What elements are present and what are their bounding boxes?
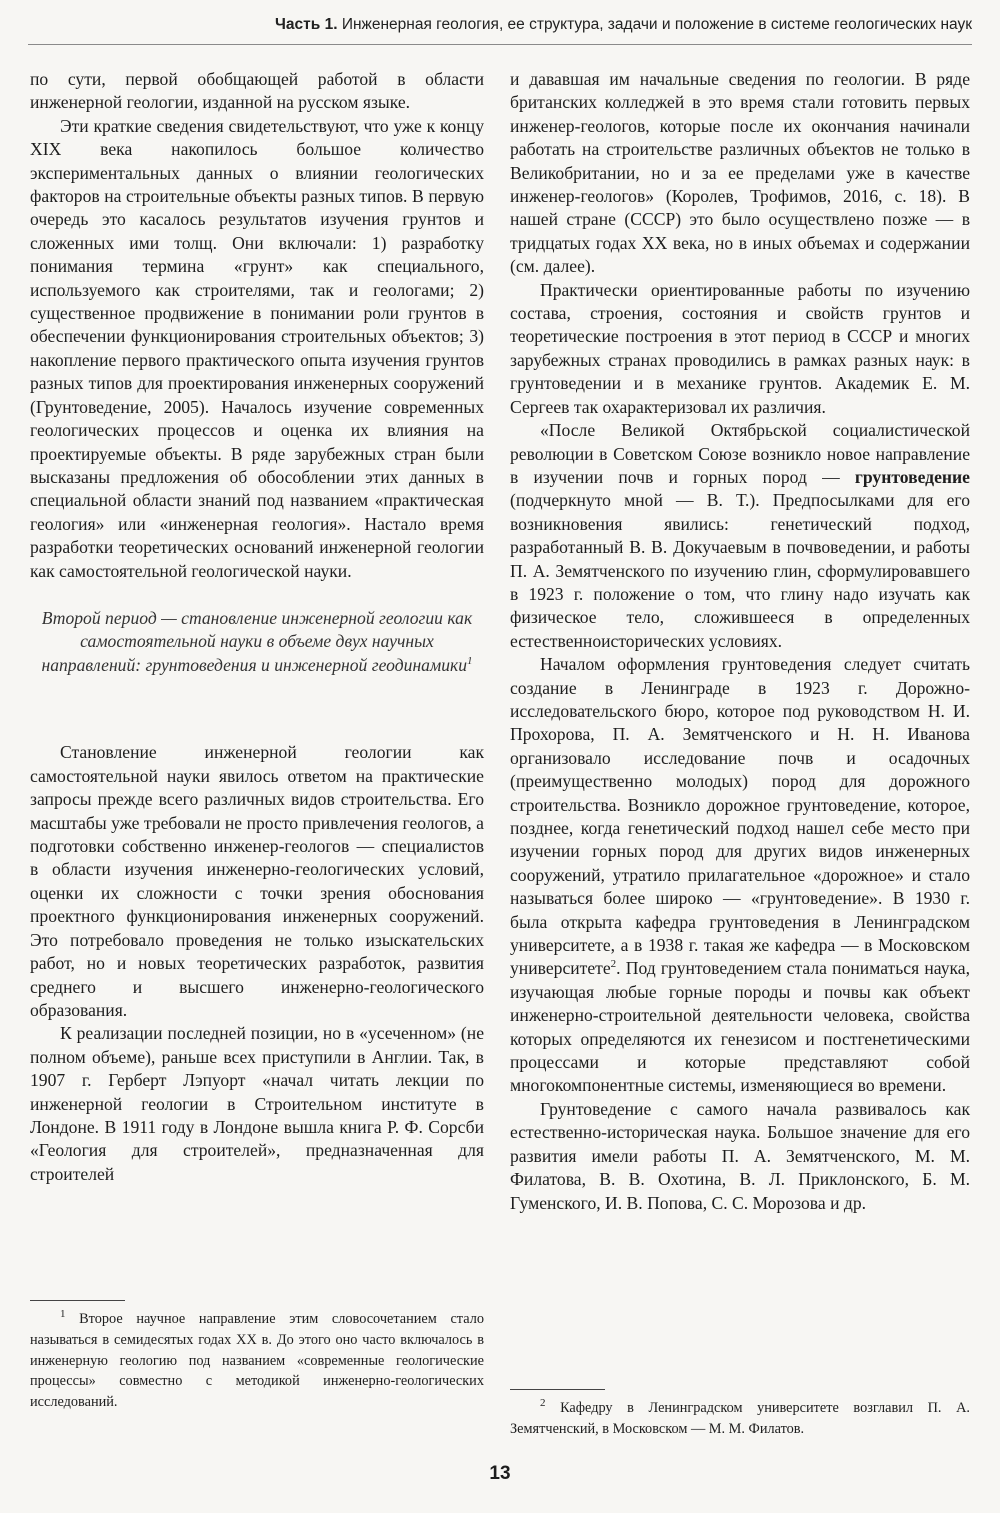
page-number: 13 — [489, 1463, 511, 1484]
paragraph: К реализации последней позиции, но в «усеченном» (не полном объеме), раньше всех приступили в Англии. Так, в 1907 г. Герберт Лэпуорт «начал читать лекции по инженерной геологии в Строительном институте в Лондоне. В 1911 году в Лондоне вышла книга Р. Ф. Сорсби «Геология для строителей», предназначенная для строителей — [30, 1023, 484, 1184]
footnote-text — [30, 1309, 484, 1413]
paragraph — [510, 653, 970, 1098]
footnote-body: Кафедру в Ленинградском университете возглавил П. А. Земятченский, в Московском — М. М. Филатов. — [510, 1400, 970, 1437]
paragraph-part: Началом оформления грунтоведения следует считать создание в Ленинграде в 1923 г. Дорожно-исследовательского бюро, которое под руководством Н. И. Прохорова, П. А. Земятченского и Н. Н. Иванова организовало исследование почв и осадочных (преимущественно молодых) пород для дорожного строительства. Возникло дорожное грунтоведение, которое, позднее, когда генетический подход нашел себе место при изучении горных пород для других видов инженерных сооружений, утратило прилагательное «дорожное» и стало называться более широко — «грунтоведение». В 1930 г. была открыта кафедра грунтоведения в Ленинградском университете, а в 1938 г. такая же кафедра — в Московском университете — [510, 654, 970, 979]
paragraph: и дававшая им начальные сведения по геологии. В ряде британских колледжей в это время стали готовить первых инженер-геологов, которые после их окончания начинали работать на строительстве различных объектов не только в Великобритании, но и за ее пределами уже в качестве инженер-геологов» (Королев, Трофимов, 2016, с. 18). В нашей стране (СССР) это было осуществлено позже — в тридцатых годах XX века, но в иных объемах и содержании (см. далее). — [510, 69, 970, 277]
header-part: Часть 1. — [275, 16, 338, 33]
paragraph: Становление инженерной геологии как самостоятельной науки явилось ответом на практические запросы прежде всего различных видов строительства. Его масштабы уже требовали не просто привлечения геологов, а подготовки собственно инженер-геологов — специалистов в области изучения инженерно-геологических условий, оценки их сложности с точки зрения обоснования проектного функционирования инженерных сооружений. Это потребовало проведения не только изыскательских работ, но и новых теоретических разработок, развития среднего и высшего инженерно-геологического образования. — [30, 742, 484, 1020]
footnote-mark: 1 — [60, 1308, 66, 1321]
paragraph: Эти краткие сведения свидетельствуют, что уже к концу XIX века накопилось большое количество экспериментальных данных о влиянии геологических факторов на строительные объекты разных типов. В первую очередь это касалось результатов изучения грунтов и сложенных ими толщ. Они включали: 1) разработку понимания термина «грунт» как специального, используемого как строителями, так и геологами; 2) существенное продвижение в понимании роли грунтов в обеспечении функционирования строительных объектов; 3) накопление первого практического опыта изучения грунтов разных типов для проектирования инженерных сооружений (Грунтоведение, 2005). Началось изучение современных геологических процессов и оценка их влияния на проектируемые объекты. В ряде зарубежных стран были высказаны предложения об обособлении этих данных в специальной области знаний под названием «практическая геология» или «инженерная геология». Настало время разработки теоретических оснований инженерной геологии как самостоятельной геологической науки. — [30, 115, 484, 581]
footnote-ref[interactable]: 1 — [467, 655, 473, 668]
footnote-left — [30, 1300, 484, 1413]
subheading-text: Второй период — становление инженерной геологии как самостоятельной науки в объеме двух научных направлений: грунтоведения и инженерной геодинамики — [41, 607, 473, 675]
header-title: Инженерная геология, ее структура, задачи и положение в системе геологических наук — [341, 16, 972, 33]
footnote-divider — [510, 1389, 605, 1390]
footnote-text — [510, 1398, 970, 1440]
paragraph: Грунтоведение с самого начала развивалось как естественно-историческая наука. Большое значение для его развития имели работы П. А. Земятченского, М. М. Филатова, В. В. Охотина, В. Л. Приклонского, Б. М. Гуменского, И. В. Попова, С. С. Морозова и др. — [510, 1098, 970, 1213]
footnote-divider — [30, 1300, 125, 1301]
quote-part: «После Великой Октябрьской социалистической революции в Советском Союзе возникло новое направление в изучении почв и горных пород — — [510, 420, 970, 487]
running-header — [28, 10, 972, 45]
quote-part: (подчеркнуто мной — В. Т.). Предпосылками для его возникновения явились: генетический подход, разработанный В. В. Докучаевым в почвоведении, и работы П. А. Земятченского по изучению глин, сформулировавшего в 1923 г. положение о том, что глину надо изучать как физическое тело, сложившееся в определенных естественноисторических условиях. — [510, 490, 970, 651]
footnote-ref[interactable]: 2 — [610, 958, 617, 971]
paragraph: Практически ориентированные работы по изучению состава, строения, состояния и свойств грунтов и теоретические построения в этот период в СССР и многих зарубежных странах проводились в рамках разных наук: в грунтоведении и в механике грунтов. Академик Е. М. Сергеев так охарактеризовал их различия. — [510, 279, 970, 417]
bold-term: грунтоведение — [854, 466, 970, 487]
paragraph — [510, 419, 970, 653]
left-column — [30, 68, 484, 1186]
right-column — [510, 68, 970, 1215]
paragraph: по сути, первой обобщающей работой в области инженерной геологии, изданной на русском языке. — [30, 69, 484, 113]
footnote-body: Второе научное направление этим словосочетанием стало называться в семидесятых годах XX в. До этого оно часто включалось в инженерную геологию под названием «современные геологические процессы» совместно с методикой инженерно-геологических исследований. — [30, 1311, 484, 1411]
footnote-right — [510, 1389, 970, 1440]
section-subheading — [40, 607, 474, 678]
paragraph-part: . Под грунтоведением стала пониматься наука, изучающая любые горные породы и почвы как объект инженерно-строительной деятельности человека, свойства которых определяются их генезисом и постгенетическими процессами и которые представляют собой многокомпонентные системы, изменяющиеся во времени. — [510, 958, 970, 1096]
footnote-mark: 2 — [540, 1397, 546, 1410]
